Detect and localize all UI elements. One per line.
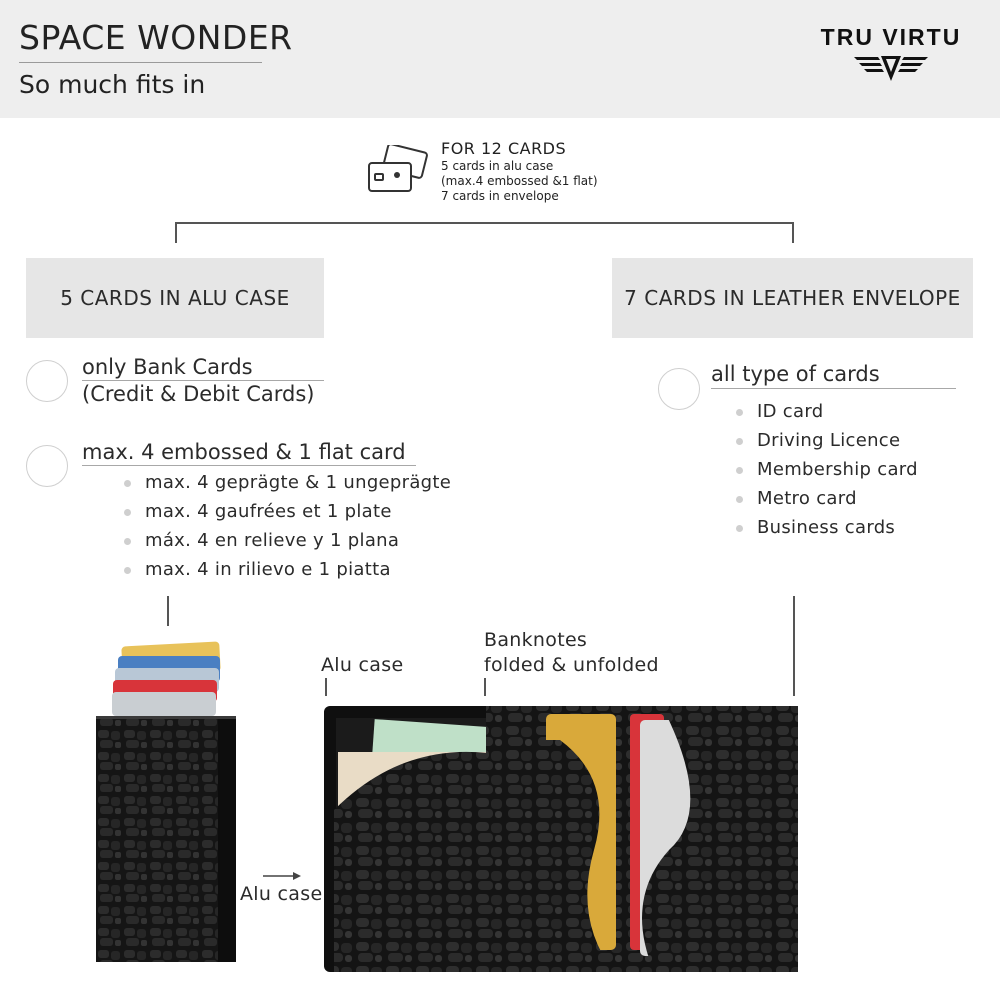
connector-line <box>484 678 486 696</box>
bank-cards-label: only Bank Cards <box>82 355 253 379</box>
list-item: Membership card <box>736 455 918 484</box>
connector-line <box>793 596 795 696</box>
label-underline <box>82 465 416 466</box>
brand-name: TRU VIRTU <box>820 24 962 50</box>
label-underline <box>711 388 956 389</box>
list-item: máx. 4 en relieve y 1 plana <box>124 526 451 555</box>
translations-list <box>124 468 451 584</box>
open-wallet-image <box>324 700 798 972</box>
list-item: max. 4 gaufrées et 1 plate <box>124 497 451 526</box>
list-item: Metro card <box>736 484 918 513</box>
alu-case-arrow-label: Alu case <box>240 883 323 905</box>
banknotes-sublabel: folded & unfolded <box>484 654 659 676</box>
alu-case-label: Alu case <box>321 654 404 676</box>
connector-line <box>167 596 169 626</box>
alu-case-heading: 5 CARDS IN ALU CASE <box>26 258 324 338</box>
cards-icon <box>367 145 431 195</box>
capacity-line: 5 cards in alu case <box>441 159 554 173</box>
list-item: Driving Licence <box>736 426 918 455</box>
list-item: ID card <box>736 397 918 426</box>
capacity-line: (max.4 embossed &1 flat) <box>441 174 598 188</box>
bullet-circle <box>26 445 68 487</box>
bullet-circle <box>658 368 700 410</box>
page-subtitle: So much fits in <box>19 70 206 99</box>
list-item: max. 4 geprägte & 1 ungeprägte <box>124 468 451 497</box>
bullet-circle <box>26 360 68 402</box>
capacity-line: 7 cards in envelope <box>441 189 559 203</box>
brand-logo <box>802 24 980 86</box>
embossed-label: max. 4 embossed & 1 flat card <box>82 440 406 464</box>
all-cards-label: all type of cards <box>711 362 880 386</box>
envelope-heading: 7 CARDS IN LEATHER ENVELOPE <box>612 258 973 338</box>
arrow-right-icon <box>263 872 301 880</box>
list-item: Business cards <box>736 513 918 542</box>
wing-emblem-icon <box>854 54 928 82</box>
split-bracket <box>175 222 794 243</box>
card-types-list <box>736 397 918 542</box>
bank-cards-sublabel: (Credit & Debit Cards) <box>82 382 315 406</box>
page-title: SPACE WONDER <box>19 18 293 57</box>
capacity-text <box>441 138 598 204</box>
capacity-title: FOR 12 CARDS <box>441 139 567 158</box>
title-underline <box>19 62 262 63</box>
closed-wallet-image <box>96 640 242 962</box>
header-band <box>0 0 1000 118</box>
connector-line <box>325 678 327 696</box>
list-item: max. 4 in rilievo e 1 piatta <box>124 555 451 584</box>
banknotes-label: Banknotes <box>484 629 588 651</box>
